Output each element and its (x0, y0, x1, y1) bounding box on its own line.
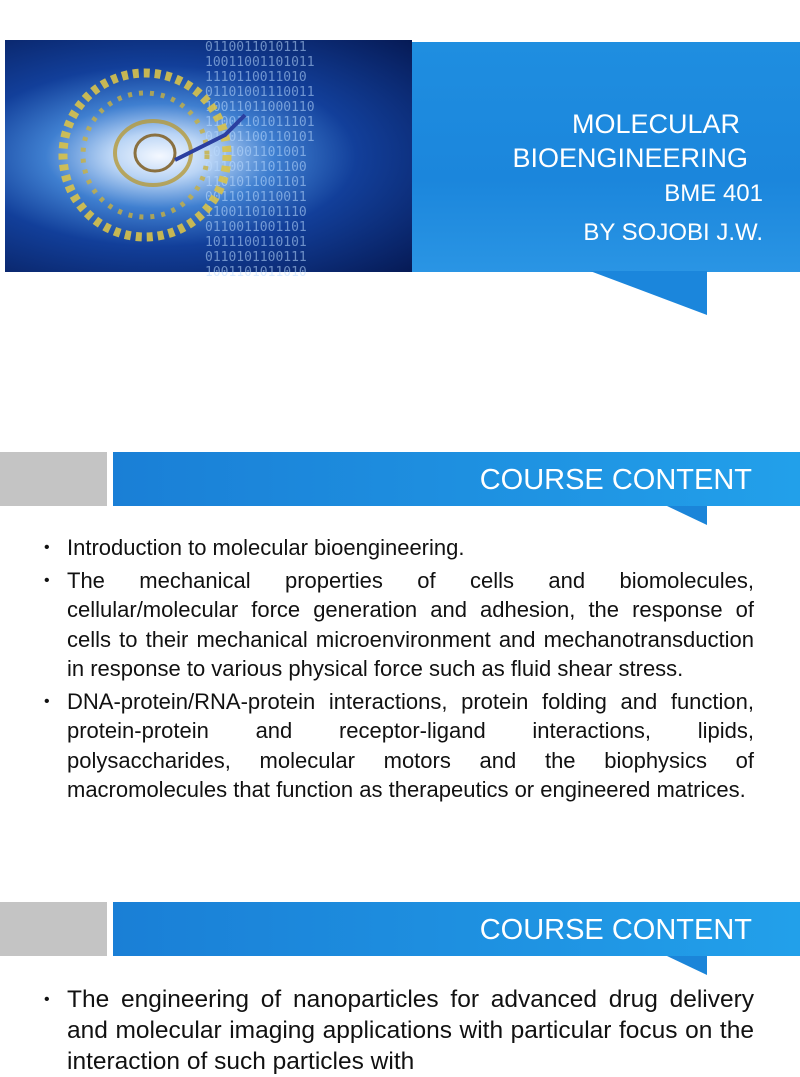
list-item: • Introduction to molecular bioengineering. (44, 535, 465, 560)
header-grey-block (0, 452, 107, 506)
list-item: • The mechanical properties of cells and biomolecules, cellular/molecular force generation and adhesion, the response of cells to their mechanical microenvironment and mechanotransduction in response to various physical force such as fluid shear stress. (44, 567, 754, 681)
banner-tail (590, 271, 707, 315)
list-item: • DNA-protein/RNA-protein interactions, protein folding and function, protein-protein and receptor-ligand interactions, lipids, polysaccharides, molecular motors and the biophysics of macromolecules that function as therapeutics or engineered matrices. (44, 688, 754, 802)
list-item: • The engineering of nanoparticles for advanced drug delivery and molecular imaging applications with particular focus on the interaction of such particles with (44, 986, 754, 1075)
title-line-1: MOLECULAR (571, 109, 740, 139)
protein-ribbon-graphic (45, 55, 245, 260)
section-header-bar (113, 452, 800, 506)
header-tail (667, 506, 707, 525)
course-content-list (44, 533, 754, 808)
header-tail (667, 956, 707, 975)
header-grey-block (0, 902, 107, 956)
section-title: COURSE CONTENT (479, 464, 752, 496)
title-line-2: BIOENGINEERING (512, 143, 748, 173)
binary-pattern-decoration: 0110011010111 10011001101011 1110110011010 01101001110011 10011011000110 11001101011101 01101100110101 1011001101001 0110011101100 1101011001101 0011010110011 1100110101110 0110011001101 1011100110101 0110101100111 1001101011010 (205, 40, 315, 280)
author: BY SOJOBI J.W. (583, 219, 763, 246)
section-title: COURSE CONTENT (479, 914, 752, 946)
molecular-structure-image (5, 40, 412, 280)
course-content-list (44, 984, 754, 1077)
course-code: BME 401 (664, 180, 763, 207)
section-header-bar (113, 902, 800, 956)
